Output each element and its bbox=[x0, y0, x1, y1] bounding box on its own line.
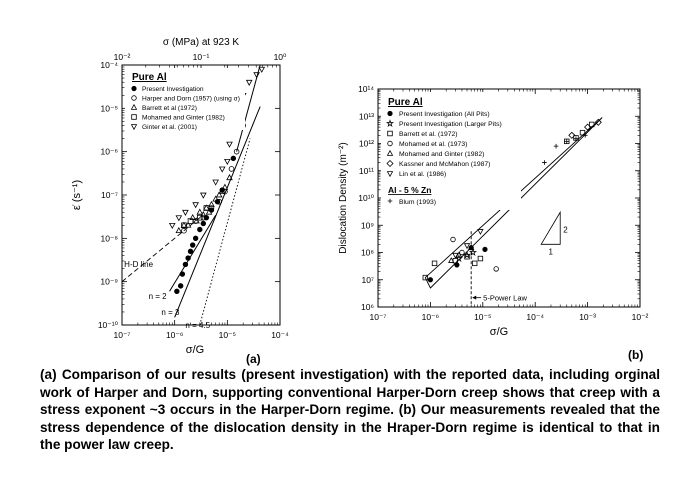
data-point-b bbox=[483, 247, 488, 252]
x-axis-label-b: σ/G bbox=[489, 326, 509, 338]
figure-caption bbox=[40, 366, 660, 454]
data-point-b bbox=[432, 261, 437, 266]
data-point-a bbox=[217, 192, 222, 197]
slope-triangle-b bbox=[541, 212, 560, 244]
y-tick-label-b: 10¹⁰ bbox=[358, 193, 374, 203]
data-point-a bbox=[201, 193, 206, 198]
legend-title-2-b: Al - 5 % Zn bbox=[388, 185, 432, 195]
legend-marker-a bbox=[132, 86, 137, 91]
line-label-a: n = 3 bbox=[161, 308, 180, 318]
data-point-a bbox=[193, 203, 198, 208]
data-point-a bbox=[227, 142, 232, 147]
legend-entry-b: Mohamed and Ginter (1982) bbox=[399, 151, 485, 158]
x-tick-label-b: 10⁻² bbox=[631, 312, 649, 322]
x-tick-label-b: 10⁻⁵ bbox=[474, 312, 492, 322]
y-tick-label-b: 10¹³ bbox=[358, 111, 374, 122]
data-point-b bbox=[564, 139, 569, 144]
line-label-a: H-D line bbox=[124, 259, 154, 269]
legend-entry-b: Lin et al. (1986) bbox=[399, 171, 447, 178]
legend-entry-b: Present Investigation (All Pits) bbox=[399, 111, 490, 118]
legend-entry-b: Mohamed et al. (1973) bbox=[399, 141, 468, 148]
top-axis-label-a: σ (MPa) at 923 K bbox=[162, 37, 240, 48]
x-tick-label-a: 10⁻⁴ bbox=[271, 330, 289, 340]
data-point-b bbox=[542, 160, 547, 165]
data-point-b bbox=[554, 144, 559, 149]
panel-label-a: (a) bbox=[246, 352, 261, 366]
top-tick-label-a: 10⁰ bbox=[273, 52, 287, 62]
y-tick-label-a: 10⁻⁸ bbox=[100, 233, 118, 244]
chart-a bbox=[71, 37, 289, 366]
fit-line-a bbox=[200, 139, 250, 325]
x-tick-label-b: 10⁻⁴ bbox=[526, 312, 544, 322]
y-tick-label-a: 10⁻⁹ bbox=[100, 276, 118, 287]
data-point-a bbox=[178, 283, 183, 288]
data-point-b bbox=[595, 119, 601, 125]
x-axis-label-a: σ/G bbox=[185, 344, 205, 356]
data-point-b bbox=[478, 229, 483, 234]
data-point-b bbox=[494, 267, 499, 272]
legend-entry-b: Present Investigation (Larger Pits) bbox=[399, 121, 502, 128]
data-point-a bbox=[254, 73, 259, 78]
x-tick-label-a: 10⁻⁶ bbox=[165, 330, 184, 340]
data-point-a bbox=[183, 210, 188, 215]
y-tick-label-b: 10¹¹ bbox=[358, 165, 374, 176]
legend-entry-a: Present Investigation bbox=[142, 86, 204, 93]
power-law-label-b: 5-Power Law bbox=[483, 293, 527, 303]
data-point-a bbox=[190, 243, 195, 248]
data-point-a bbox=[229, 167, 234, 172]
data-point-b bbox=[428, 277, 433, 282]
legend-entry-a: Ginter et al. (2001) bbox=[142, 124, 197, 131]
panel-label-b: (b) bbox=[628, 348, 644, 362]
data-point-a bbox=[193, 236, 198, 241]
data-point-a bbox=[197, 209, 202, 214]
y-tick-label-b: 10⁸ bbox=[360, 247, 374, 258]
data-point-a bbox=[213, 180, 218, 185]
line-label-a: n = 4.5 bbox=[185, 321, 211, 331]
x-tick-label-a: 10⁻⁵ bbox=[218, 330, 237, 340]
data-point-a bbox=[176, 228, 181, 233]
caption-text: (a) Comparison of our results (present investigation) with the reported data, including orginal work of Harper and Dorn, supporting conventional Harper-Dorn creep shows that creep with a stress exponent ~3 occurs in the Harper-Dorn regime. (b) Our measurements revealed that the stress dependence of the dislocation density in the Hraper-Dorn regime is identical to that in the power law creep. bbox=[40, 367, 660, 452]
data-point-b bbox=[583, 133, 588, 138]
legend-entry-b: Blum (1993) bbox=[399, 199, 437, 206]
data-point-a bbox=[186, 256, 191, 261]
fit-line-a bbox=[170, 215, 216, 291]
chart-b bbox=[338, 84, 649, 362]
y-tick-label-b: 10⁶ bbox=[361, 302, 374, 312]
y-tick-label-a: 10⁻¹⁰ bbox=[97, 320, 118, 330]
y-tick-label-b: 10⁷ bbox=[361, 274, 374, 285]
legend-marker-b bbox=[388, 111, 393, 116]
data-point-a bbox=[174, 289, 179, 294]
legend-entry-b: Kassner and McMahon (1987) bbox=[399, 161, 491, 168]
top-tick-label-a: 10⁻² bbox=[113, 52, 131, 62]
data-point-b bbox=[478, 256, 483, 261]
legend-entry-b: Barrett et al. (1972) bbox=[399, 131, 458, 138]
y-tick-label-a: 10⁻⁷ bbox=[100, 190, 118, 200]
y-tick-label-b: 10¹⁴ bbox=[358, 84, 374, 94]
legend-entry-a: Barrett et al (1972) bbox=[142, 105, 197, 112]
y-tick-label-b: 10⁹ bbox=[360, 220, 374, 231]
data-point-b bbox=[460, 250, 465, 255]
data-point-a bbox=[197, 227, 202, 232]
data-point-a bbox=[220, 167, 225, 172]
y-axis-label-a: ε̇ (s⁻¹) bbox=[71, 179, 83, 211]
y-tick-label-b: 10¹² bbox=[358, 138, 374, 149]
power-law-arrowhead-b bbox=[472, 296, 476, 300]
data-point-a bbox=[170, 223, 175, 228]
data-point-a bbox=[180, 272, 185, 277]
line-label-a: n = 2 bbox=[148, 291, 167, 301]
data-point-a bbox=[225, 159, 230, 164]
x-tick-label-a: 10⁻⁷ bbox=[113, 330, 131, 340]
y-tick-label-a: 10⁻⁵ bbox=[100, 103, 118, 114]
slope-label-vertical-b: 2 bbox=[563, 225, 568, 235]
y-tick-label-a: 10⁻⁶ bbox=[100, 146, 118, 157]
slope-label-horizontal-b: 1 bbox=[548, 247, 553, 257]
y-axis-label-b: Dislocation Density (m⁻²) bbox=[338, 142, 349, 254]
data-point-a bbox=[231, 156, 236, 161]
data-point-a bbox=[188, 249, 193, 254]
data-point-a bbox=[222, 184, 227, 189]
data-point-a bbox=[183, 262, 188, 267]
x-tick-label-b: 10⁻⁷ bbox=[369, 312, 387, 322]
data-point-b bbox=[451, 237, 456, 242]
legend-entry-a: Mohamed and Ginter (1982) bbox=[142, 114, 225, 122]
x-tick-label-b: 10⁻⁶ bbox=[421, 312, 440, 322]
legend-title-b: Pure Al bbox=[388, 97, 423, 108]
x-tick-label-b: 10⁻³ bbox=[579, 312, 596, 322]
data-point-a bbox=[201, 221, 206, 226]
data-point-b bbox=[472, 261, 477, 266]
legend-title-a: Pure Al bbox=[132, 72, 167, 83]
data-point-a bbox=[259, 67, 264, 72]
y-tick-label-a: 10⁻⁴ bbox=[100, 60, 118, 70]
legend-entry-a: Harper and Dorn (1957) (using σ) bbox=[142, 95, 240, 103]
data-point-a bbox=[176, 216, 181, 221]
data-point-a bbox=[247, 80, 252, 85]
top-tick-label-a: 10⁻¹ bbox=[192, 52, 210, 62]
